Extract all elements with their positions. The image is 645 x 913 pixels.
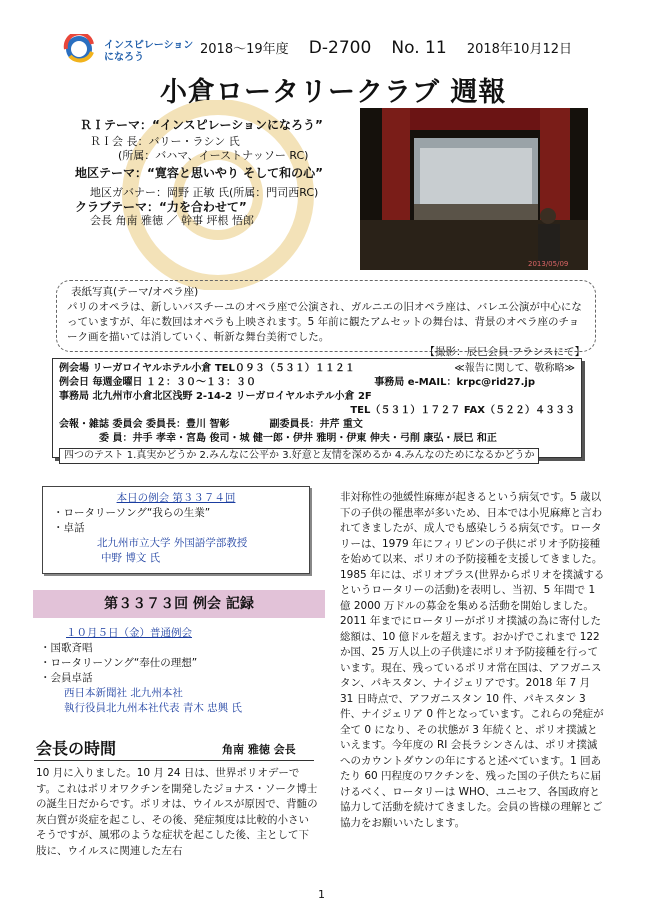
four-way-test: 四つのテスト 1.真実かどうか 2.みんなに公平か 3.好意と友情を深めるか 4.みんなのためになるかどうか <box>59 448 539 464</box>
committee-vice: 副委員長：井芹 重文 <box>269 419 363 430</box>
committee-chair: 会報・雑誌 委員会 委員長：豊川 智彰 <box>59 419 230 430</box>
governor: 地区ガバナー：岡野 正敏 氏(所属：門司西RC) <box>90 186 319 199</box>
president-text: 10 月に入りました。10 月 24 日は、世界ポリオデーです。これはポリオワクチンを開発したジョナス・ソーク博士の誕生日だからです。ポリオは、ウイルスが原因で、背髄の灰白質が炎症を起こし、その後、発症頻度は比較的小さいそうですが、風邪のような症状を起こした後、主として下肢に、ウイルスに関連した左右 <box>36 767 318 857</box>
cover-text: パリのオペラは、新しいバスチーユのオペラ座で公演され、ガルニエの旧オペラ座は、バレエ公演が中心になっていますが、年に数回はオペラも上映されます。5 年前に観たアムセットの舞台は、背景のオペラ座のチョーク画を描いては消していく、斬新な舞台美術でした。 <box>67 301 582 343</box>
info-row-5 <box>59 432 575 446</box>
speaker-org: 北九州市立大学 外国語学部教授 <box>97 537 248 549</box>
district-code: D-2700 <box>308 38 372 58</box>
record-song: ・ロータリーソング“奉仕の理想” <box>40 657 198 669</box>
ri-president-club: (所属：バハマ、イーストナッソー RC) <box>118 149 309 162</box>
record-speaker-org: 西日本新聞社 北九州本社 <box>64 687 183 699</box>
today-talk: ・卓話 <box>53 522 85 534</box>
header-line <box>200 38 588 58</box>
today-meeting-box <box>42 486 310 574</box>
club-theme: クラブテーマ：“力を合わせて” <box>75 200 247 214</box>
brand-text: インスピレーションになろう <box>104 40 194 63</box>
photo-credit: 【撮影：辰巳会員 フランスにて】 <box>424 346 585 358</box>
info-row-3 <box>59 390 575 418</box>
today-title: 本日の例会 第３３７４回 <box>116 492 236 504</box>
cover-description <box>56 280 596 358</box>
record-anthem: ・国歌斉唱 <box>40 642 93 654</box>
committee-members: 委 員：井手 孝幸・宮島 俊司・城 健一郎・伊井 雅明・伊東 伸夫・弓削 康弘・辰巳 和正 <box>99 433 497 444</box>
record-title-bar: 第３３７３回 例会 記録 <box>33 590 325 618</box>
photo-timestamp: 2013/05/09 <box>528 260 569 268</box>
honorific-notice: ≪報告に関して、敬称略≫ <box>454 363 575 374</box>
office-tel: TEL（５３１）１７２７ FAX（５２２）４３３３ <box>350 405 575 416</box>
club-officers: 会長 角南 雅徳 ／ 幹事 坪根 悟郎 <box>90 214 254 227</box>
ri-theme: ＲＩテーマ：“インスピレーションになろう” <box>80 118 323 132</box>
issue-number: No. 11 <box>391 38 447 58</box>
speaker-name: 中野 博文 氏 <box>101 552 161 564</box>
right-column-text: 非対称性の弛緩性麻痺が起きるという病気です。5 歳以下の子供の罹患率が多いため、日本では小児麻痺と言われてきましたが、成人でも感染しうる病気です。ロータリーは、1979 年にフィリピンの子供にポリオ予防接種を始めて以来、ポリオの予防接種を支援してきました。1985 年には、ポリオプラス(世界からポリオを撲滅するというロータリーの活動)を表明し、当初、5 年間で 1 億 2000 万ドルの募金を集める活動を開始しました。2011 年までにロータリーがポリオ撲滅の為に寄付した総額は、10 億ドルを超えます。おかげでこれまで 122 か国、25 万人以上の子供達にポリオ予防接種を行っています。現在、残っているポリオ常在国は、アフガニスタン、パキスタン、ナイジェリアです。2018 年 7 月 31 日時点で、アフガニスタン 10 件、パキスタン 3 件、ナイジェリア 0 件となっています。これらの発症が全て 0 になり、その状態が 3 年続くと、ポリオ撲滅といえます。今年度の RI 会長ラシンさんは、ポリオ撲滅へのカウントダウンの年にすると述べています。1 回あたり 60 円程度のワクチンを、残った国の子供たちに届けるべく、ロータリーは WHO、ユニセフ、各国政府と協力して活動を続けてきました。会員の皆様の理解とご協力をお願いいたします。 <box>340 491 605 829</box>
district-theme: 地区テーマ：“寛容と思いやり そして和の心” <box>75 166 323 180</box>
president-name: 角南 雅徳 会長 <box>222 743 296 756</box>
cover-photo <box>360 108 588 270</box>
president-title: 会長の時間 <box>36 739 117 758</box>
office-address: 事務局 北九州市小倉北区浅野 2-14-2 リーガロイヤルホテル小倉 2F <box>59 391 372 402</box>
record-block <box>40 626 320 716</box>
rotary-logo <box>62 34 100 64</box>
record-date: １０月５日（金）普通例会 <box>66 627 192 639</box>
record-talk: ・会員卓話 <box>40 672 93 684</box>
info-row-4 <box>59 418 575 432</box>
today-song: ・ロータリーソング“我らの生業” <box>53 507 211 519</box>
ri-president: ＲＩ会 長：バリー・ラシン 氏 <box>90 135 240 148</box>
themes-block <box>60 118 360 228</box>
fiscal-year: 2018～19年度 <box>200 42 289 57</box>
office-email: 事務局 e-MAIL：krpc@rid27.jp <box>374 377 535 388</box>
cover-heading: 表紙写真(テーマ/オペラ座) <box>71 286 199 298</box>
record-speaker-name: 執行役員北九州本社代表 青木 忠興 氏 <box>64 702 243 714</box>
info-row-2 <box>59 376 575 390</box>
meeting-day: 例会日 毎週金曜日 １２：３０～１３：３０ <box>59 377 256 388</box>
issue-date: 2018年10月12日 <box>466 42 572 57</box>
info-row-1 <box>59 362 575 376</box>
page-title: 小倉ロータリークラブ 週報 <box>160 77 507 108</box>
club-info-box <box>52 358 582 461</box>
venue: 例会場 リーガロイヤルホテル小倉 TEL０９３（５３１）１１２１ <box>59 363 355 374</box>
page-number: 1 <box>318 888 325 901</box>
